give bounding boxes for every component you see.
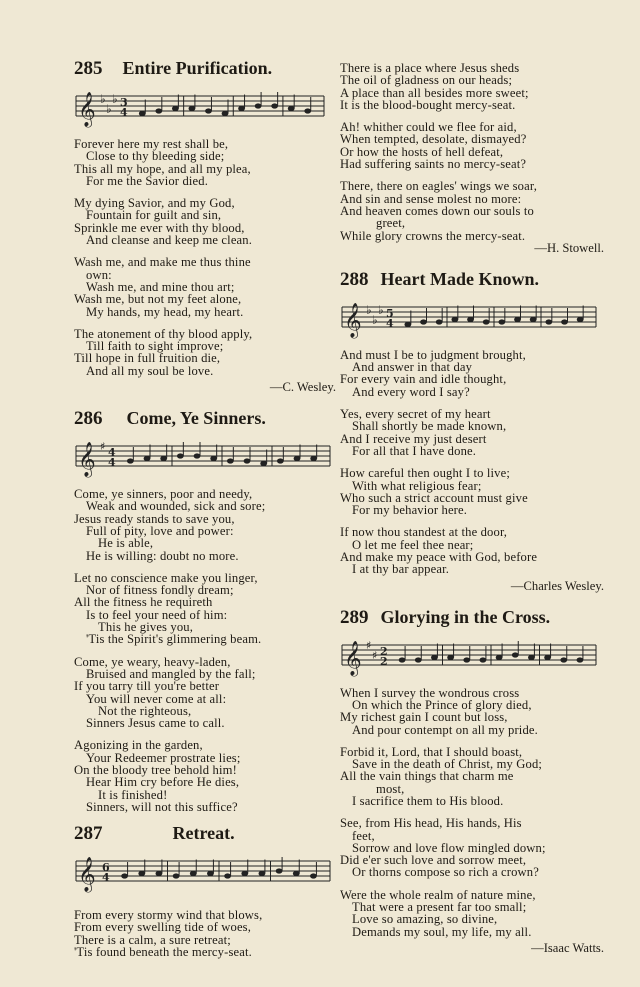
note-head <box>288 106 295 111</box>
time-signature-top: 3 <box>120 96 128 109</box>
stanza-line: My richest gain I count but loss, <box>340 710 508 725</box>
stanza-line: With what religious fear; <box>352 478 482 493</box>
stanza-line: Wash me, but not my feet alone, <box>74 292 242 307</box>
note-head <box>139 111 146 116</box>
stanza-line: Nor of fitness fondly dream; <box>86 583 234 598</box>
hymn-stanzas <box>340 687 604 938</box>
stanza-line: Were the whole realm of nature mine, <box>340 887 536 902</box>
stanza-line: Close to thy bleeding side; <box>86 149 225 164</box>
stanza-line: 'Tis found beneath the mercy-seat. <box>74 945 252 960</box>
stanza-line: There, there on eagles' wings we soar, <box>340 179 537 194</box>
stanza-line: Had suffering saints no mercy-seat? <box>340 157 527 172</box>
flat-sign-icon: ♭ <box>112 92 118 106</box>
hymn-stanzas <box>340 349 604 576</box>
time-signature-bottom: 2 <box>380 654 388 668</box>
note-head <box>304 108 311 113</box>
flat-sign-icon: ♭ <box>106 102 112 116</box>
stanza-line: Your Redeemer prostrate lies; <box>86 750 241 765</box>
hymn-attribution: —Charles Wesley. <box>510 578 604 593</box>
time-signature-bottom: 4 <box>386 316 394 330</box>
sharp-sign-icon: ♯ <box>372 648 378 662</box>
time-signature-top: 2 <box>380 644 388 658</box>
stanza-line: You will never come at all: <box>86 691 227 706</box>
hymn-286 <box>74 408 336 813</box>
note-head <box>255 103 262 108</box>
stanza-line: And all my soul be love. <box>86 363 214 378</box>
stanza-line: Come, ye weary, heavy-laden, <box>74 654 231 669</box>
music-staff <box>74 438 332 482</box>
stanza-line: Wash me, and mine thou art; <box>86 279 235 294</box>
stanza-line: Sprinkle me ever with thy blood, <box>74 220 245 235</box>
stanza <box>340 349 604 398</box>
note-head <box>496 655 503 660</box>
time-signature-bottom: 4 <box>102 871 110 885</box>
stanza-line: How careful then ought I to live; <box>340 466 511 481</box>
note-head <box>194 453 201 458</box>
left-column <box>74 58 336 968</box>
hymn-288 <box>340 269 604 593</box>
note-head <box>222 111 229 116</box>
note-head <box>277 458 284 463</box>
stanza-line: Hear Him cry before He dies, <box>86 775 240 790</box>
stanza-line: And make my peace with God, before <box>340 550 538 565</box>
stanza-line: Fountain for guilt and sin, <box>86 208 222 223</box>
flat-sign-icon: ♭ <box>100 92 106 106</box>
hymn-287-continued <box>340 62 604 242</box>
note-head <box>224 874 231 879</box>
hymn-stanzas <box>74 138 336 377</box>
stanza-line: Jesus ready stands to save you, <box>74 511 235 526</box>
stanza-line: Till hope in full fruition die, <box>74 351 221 366</box>
stanza-line: Come, ye sinners, poor and needy, <box>74 487 253 502</box>
stanza <box>340 408 604 457</box>
stanza-line: And cleanse and keep me clean. <box>86 233 253 248</box>
stanza-line: If now thou standest at the door, <box>340 525 508 540</box>
stanza-line: My dying Savior, and my God, <box>74 196 235 211</box>
hymn-number: 286 <box>74 408 103 430</box>
hymn-number: 285 <box>74 58 103 79</box>
stanza-line: He is able, <box>98 536 154 551</box>
note-head <box>451 317 458 322</box>
note-head <box>498 319 505 324</box>
note-head <box>138 871 145 876</box>
note-head <box>404 322 411 327</box>
note-head <box>155 108 162 113</box>
stanza-line: It is the blood-bought mercy-seat. <box>340 97 516 112</box>
stanza-line: There is a place where Jesus sheds <box>340 61 520 75</box>
stanza-line: Not the righteous, <box>98 703 192 718</box>
note-head <box>528 655 535 660</box>
note-head <box>480 657 487 662</box>
stanza-line: I sacrifice them to His blood. <box>352 793 504 808</box>
note-head <box>463 657 470 662</box>
note-head <box>210 456 217 461</box>
hymn-stanzas <box>74 909 336 958</box>
stanza-line: Shall shortly be made known, <box>352 419 507 434</box>
note-head <box>156 871 163 876</box>
stanza-line: Wash me, and make me thus thine <box>74 255 251 270</box>
hymn-header <box>74 823 336 847</box>
stanza <box>74 138 336 187</box>
stanza-line: And pour contempt on all my pride. <box>352 722 538 737</box>
stanza-line: Is to feel your need of him: <box>86 607 228 622</box>
note-head <box>544 655 551 660</box>
stanza <box>340 467 604 516</box>
note-head <box>577 657 584 662</box>
sharp-sign-icon: ♯ <box>100 440 106 454</box>
stanza-line: And answer in that day <box>352 360 473 375</box>
stanza <box>74 328 336 377</box>
note-head <box>530 317 537 322</box>
stanza <box>340 121 604 170</box>
stanza-line: My hands, my head, my heart. <box>86 304 244 319</box>
stanza-line: On the bloody tree behold him! <box>74 762 237 777</box>
stanza-line: Ah! whither could we flee for aid, <box>340 120 517 135</box>
stanza <box>340 180 604 241</box>
stanza-line: Weak and wounded, sick and sore; <box>86 499 266 514</box>
note-head <box>238 106 245 111</box>
stanza-line: Save in the death of Christ, my God; <box>352 757 543 772</box>
right-column <box>340 62 604 955</box>
stanza-line: For every vain and idle thought, <box>340 372 507 387</box>
stanza-line: Forbid it, Lord, that I should boast, <box>340 744 523 759</box>
stanza-line: When I survey the wondrous cross <box>340 685 520 700</box>
note-head <box>127 458 134 463</box>
hymn-stanzas <box>74 488 336 813</box>
stanza-line: That were a present far too small; <box>352 900 527 915</box>
hymn-header <box>340 607 604 631</box>
hymn-number: 289 <box>340 606 369 628</box>
stanza <box>74 256 336 317</box>
note-head <box>121 874 128 879</box>
note-head <box>177 453 184 458</box>
note-head <box>259 871 266 876</box>
stanza-line: While glory crowns the mercy-seat. <box>340 228 526 243</box>
stanza <box>340 526 604 575</box>
stanza <box>340 62 604 111</box>
stanza-line: There is a calm, a sure retreat; <box>74 932 231 947</box>
stanza-line: Sorrow and love flow mingled down; <box>352 840 546 855</box>
stanza-line: feet, <box>352 828 375 843</box>
note-head <box>310 456 317 461</box>
stanza-line: The oil of gladness on our heads; <box>340 73 513 88</box>
note-head <box>420 319 427 324</box>
note-head <box>271 103 278 108</box>
note-head <box>190 871 197 876</box>
note-head <box>207 871 214 876</box>
stanza-line: A place than all besides more sweet; <box>340 85 529 100</box>
stanza <box>74 739 336 813</box>
stanza-line: This all my hope, and all my plea, <box>74 161 251 176</box>
note-head <box>561 319 568 324</box>
time-signature-bottom: 4 <box>108 456 116 470</box>
stanza-line: Bruised and mangled by the fall; <box>86 666 256 681</box>
hymn-number: 288 <box>340 268 369 290</box>
stanza-line: The atonement of thy blood apply, <box>74 326 253 341</box>
stanza-line: Sinners, will not this suffice? <box>86 799 238 814</box>
note-head <box>545 319 552 324</box>
stanza-line: I at thy bar appear. <box>352 562 450 577</box>
note-head <box>276 869 283 874</box>
stanza-line: Agonizing in the garden, <box>74 738 203 753</box>
stanza-line: most, <box>376 781 405 796</box>
hymn-289 <box>340 607 604 955</box>
treble-clef-icon: 𝄞 <box>344 302 362 338</box>
hymn-title: Come, Ye Sinners. <box>126 408 266 429</box>
stanza-line: Or thorns compose so rich a crown? <box>352 865 539 880</box>
hymn-285 <box>74 58 336 394</box>
hymn-number: 287 <box>74 823 103 845</box>
note-head <box>241 871 248 876</box>
note-head <box>244 458 251 463</box>
treble-clef-icon: 𝄞 <box>78 442 96 478</box>
treble-clef-icon: 𝄞 <box>344 640 362 676</box>
sharp-sign-icon: ♯ <box>366 638 372 652</box>
stanza-line: This he gives you, <box>98 620 194 635</box>
stanza-line: own: <box>86 267 112 282</box>
stanza-line: From every stormy wind that blows, <box>74 908 263 923</box>
note-head <box>431 655 438 660</box>
time-signature-top: 6 <box>102 861 110 875</box>
stanza <box>74 197 336 246</box>
note-head <box>512 652 519 657</box>
hymn-title: Entire Purification. <box>122 58 273 78</box>
stanza-line: Demands my soul, my life, my all. <box>352 924 532 939</box>
stanza-line: And every word I say? <box>352 384 470 399</box>
note-head <box>483 319 490 324</box>
stanza <box>340 746 604 807</box>
stanza-line: And I receive my just desert <box>340 431 487 446</box>
stanza-line: It is finished! <box>98 787 168 802</box>
stanza-line: And must I be to judgment brought, <box>340 347 526 362</box>
flat-sign-icon: ♭ <box>372 312 378 327</box>
stanza <box>74 909 336 958</box>
stanza <box>74 656 336 730</box>
stanza-line: Did e'er such love and sorrow meet, <box>340 853 527 868</box>
music-staff <box>74 88 326 132</box>
note-head <box>172 106 179 111</box>
flat-sign-icon: ♭ <box>366 302 372 317</box>
stanza <box>340 889 604 938</box>
note-head <box>436 319 443 324</box>
hymn-title: Heart Made Known. <box>380 268 539 289</box>
stanza-line: And heaven comes down our souls to <box>340 203 534 218</box>
hymn-attribution: —H. Stowell. <box>534 240 604 255</box>
note-head <box>189 106 196 111</box>
stanza <box>340 687 604 736</box>
note-head <box>260 461 267 466</box>
note-head <box>173 874 180 879</box>
hymn-header <box>340 269 604 293</box>
stanza-line: For my behavior here. <box>352 503 468 518</box>
stanza-line: Full of pity, love and power: <box>86 523 234 538</box>
stanza-line: When tempted, desolate, dismayed? <box>340 132 527 147</box>
stanza-line: For all that I have done. <box>352 443 477 458</box>
note-head <box>160 456 167 461</box>
note-head <box>294 456 301 461</box>
music-staff <box>74 853 332 903</box>
stanza-line: Till faith to sight improve; <box>86 339 224 354</box>
hymn-title: Glorying in the Cross. <box>380 606 551 627</box>
stanza-line: greet, <box>376 216 406 231</box>
note-head <box>227 458 234 463</box>
stanza-line: Forever here my rest shall be, <box>74 137 229 151</box>
stanza-line: From every swelling tide of woes, <box>74 920 252 935</box>
stanza-line: All the fitness he requireth <box>74 595 213 610</box>
time-signature-top: 5 <box>386 306 394 320</box>
time-signature-bottom: 4 <box>120 106 128 119</box>
note-head <box>144 456 151 461</box>
treble-clef-icon: 𝄞 <box>78 92 96 127</box>
hymn-header <box>74 58 336 82</box>
time-signature-top: 4 <box>108 446 116 460</box>
hymn-header <box>74 408 336 432</box>
music-staff <box>340 299 598 343</box>
hymn-attribution: —C. Wesley. <box>269 380 336 395</box>
note-head <box>399 657 406 662</box>
hymn-title: Retreat. <box>172 823 235 844</box>
note-head <box>415 657 422 662</box>
stanza-line: See, from His head, His hands, His <box>340 816 522 831</box>
stanza <box>74 488 336 562</box>
hymn-287 <box>74 823 336 958</box>
stanza-line: 'Tis the Spirit's glimmering beam. <box>86 632 262 647</box>
note-head <box>514 317 521 322</box>
music-staff <box>340 637 598 681</box>
note-head <box>293 871 300 876</box>
stanza-line: O let me feel thee near; <box>352 537 474 552</box>
stanza-line: For me the Savior died. <box>86 173 209 188</box>
note-head <box>447 655 454 660</box>
stanza-line: He is willing: doubt no more. <box>86 548 239 563</box>
stanza-line: Sinners Jesus came to call. <box>86 716 225 731</box>
stanza-line: On which the Prince of glory died, <box>352 697 532 712</box>
note-head <box>310 874 317 879</box>
hymn-attribution: —Isaac Watts. <box>531 940 604 955</box>
flat-sign-icon: ♭ <box>378 302 384 317</box>
stanza-line: Love so amazing, so divine, <box>352 912 498 927</box>
stanza-line: Who such a strict account must give <box>340 490 528 505</box>
stanza-line: Yes, every secret of my heart <box>340 407 491 422</box>
stanza-line: Or how the hosts of hell defeat, <box>340 144 504 159</box>
stanza-line: All the vain things that charm me <box>340 769 514 784</box>
stanza-line: And sin and sense molest no more: <box>340 191 522 206</box>
note-head <box>205 108 212 113</box>
note-head <box>560 657 567 662</box>
stanza <box>340 817 604 878</box>
stanza-line: If you tarry till you're better <box>74 679 220 694</box>
note-head <box>577 317 584 322</box>
stanza <box>74 572 336 646</box>
note-head <box>467 317 474 322</box>
treble-clef-icon: 𝄞 <box>78 857 96 893</box>
stanza-line: Let no conscience make you linger, <box>74 570 258 585</box>
